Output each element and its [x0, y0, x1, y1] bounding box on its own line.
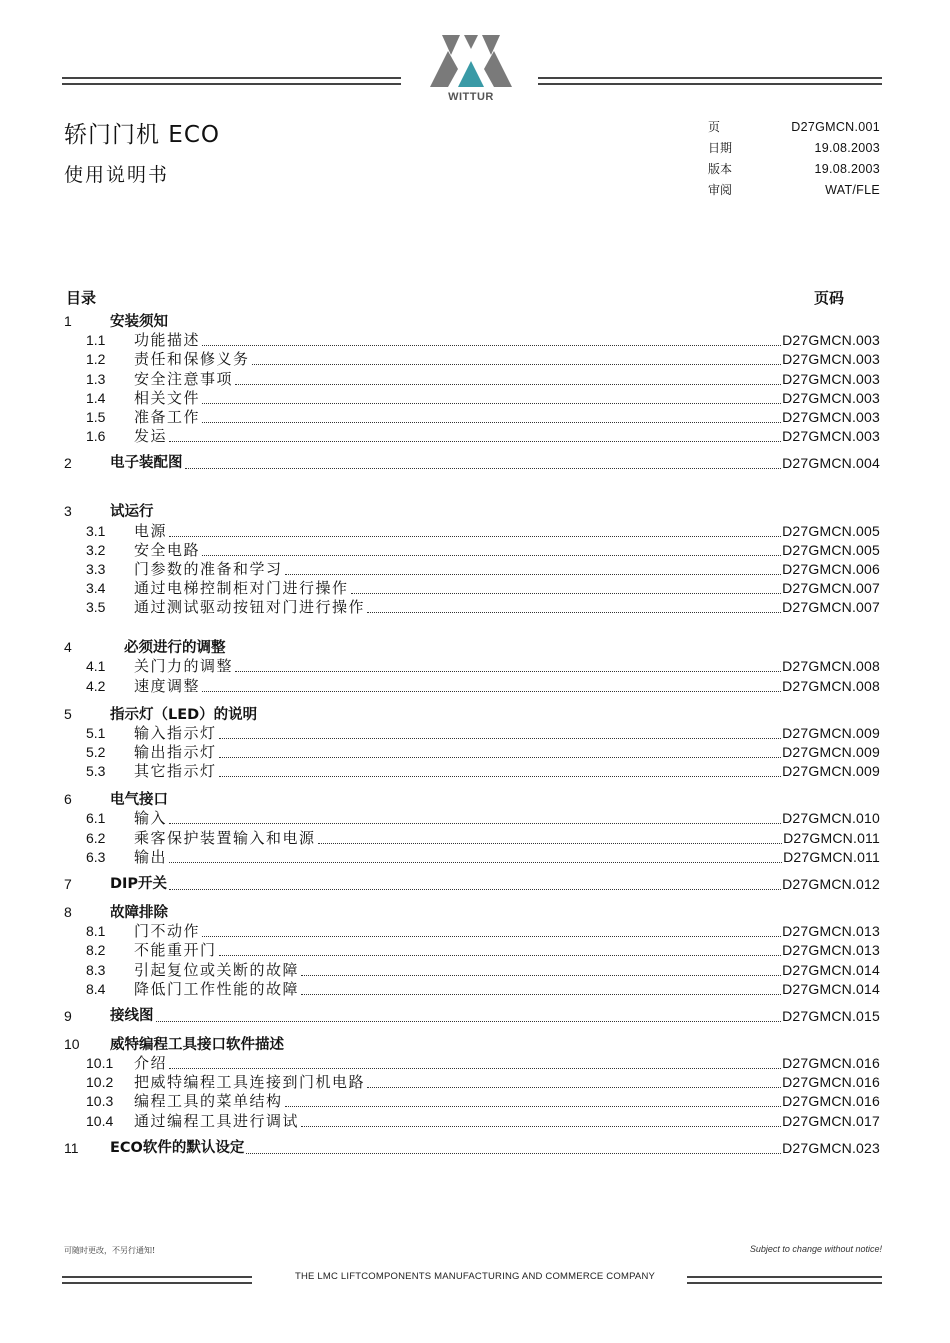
- toc-entry-major[interactable]: [64, 1139, 880, 1158]
- meta-value: 19.08.2003: [814, 162, 880, 176]
- entry-page: D27GMCN.011: [783, 829, 880, 846]
- entry-number: 10.3: [86, 1093, 114, 1110]
- section-number: 11: [64, 1139, 79, 1156]
- dot-leader: [367, 611, 781, 613]
- toc-entry[interactable]: [64, 743, 880, 762]
- dot-leader: [169, 535, 781, 537]
- entry-title: 介绍: [134, 1054, 168, 1073]
- entry-title: 门参数的准备和学习: [134, 559, 283, 578]
- entry-page: D27GMCN.006: [782, 560, 880, 577]
- dot-leader: [202, 935, 781, 937]
- meta-value: 19.08.2003: [814, 141, 880, 155]
- entry-title: 安全电路: [134, 540, 201, 559]
- meta-row-version: [708, 159, 880, 180]
- dot-leader: [202, 402, 781, 404]
- toc-entry-major[interactable]: [64, 1007, 880, 1026]
- entry-number: 3.4: [86, 580, 106, 597]
- section-number: 7: [64, 875, 72, 892]
- dot-leader: [219, 775, 782, 777]
- entry-page: D27GMCN.003: [782, 351, 880, 368]
- section-title: 威特编程工具接口软件描述: [110, 1036, 284, 1053]
- toc-section-heading[interactable]: [64, 902, 880, 922]
- footer-notice-en: Subject to change without notice!: [749, 1244, 882, 1254]
- toc-section: [64, 1034, 880, 1131]
- entry-page: D27GMCN.003: [782, 428, 880, 445]
- entry-title: 乘客保护装置输入和电源: [134, 828, 316, 847]
- section-title: 接线图: [110, 1007, 154, 1024]
- toc-entry[interactable]: [64, 1054, 880, 1073]
- meta-row-page: [708, 117, 880, 138]
- toc-entry[interactable]: [64, 762, 880, 781]
- entry-page: D27GMCN.007: [782, 580, 880, 597]
- entry-number: 5.3: [86, 763, 106, 780]
- entry-page: D27GMCN.005: [782, 522, 880, 539]
- toc-entry[interactable]: [64, 980, 880, 999]
- entry-title: 把威特编程工具连接到门机电路: [134, 1073, 366, 1092]
- dot-leader: [156, 1020, 782, 1022]
- entry-title: 责任和保修义务: [134, 350, 250, 369]
- dot-leader: [246, 1152, 781, 1154]
- entry-title: 通过电梯控制柜对门进行操作: [134, 579, 349, 598]
- logo-wordmark: WITTUR: [448, 91, 494, 103]
- toc-entry[interactable]: [64, 598, 880, 617]
- toc-entry[interactable]: [64, 521, 880, 540]
- entry-page: D27GMCN.010: [782, 810, 880, 827]
- entry-page: D27GMCN.003: [782, 389, 880, 406]
- entry-number: 6.1: [86, 810, 106, 827]
- section-title: 安装须知: [110, 314, 168, 330]
- toc-entry[interactable]: [64, 724, 880, 743]
- toc-entry[interactable]: [64, 657, 880, 676]
- entry-title: 功能描述: [134, 331, 201, 350]
- toc-entry[interactable]: [64, 331, 880, 350]
- entry-title: 输出: [134, 847, 168, 866]
- entry-title: 通过测试驱动按钮对门进行操作: [134, 598, 366, 617]
- toc-entry[interactable]: [64, 427, 880, 446]
- toc-entry[interactable]: [64, 828, 880, 847]
- section-title: 电子装配图: [110, 455, 183, 472]
- dot-leader: [367, 1086, 781, 1088]
- footer-company: THE LMC LIFTCOMPONENTS MANUFACTURING AND COMMERCE COMPANY: [294, 1271, 656, 1282]
- dot-leader: [285, 573, 782, 575]
- dot-leader: [252, 363, 782, 365]
- toc-section: [64, 902, 880, 999]
- dot-leader: [285, 1105, 782, 1107]
- entry-title: 准备工作: [134, 407, 201, 426]
- toc-entry[interactable]: [64, 560, 880, 579]
- entry-title: 降低门工作性能的故障: [134, 979, 300, 998]
- entry-page: D27GMCN.015: [782, 1007, 880, 1024]
- entry-number: 10.1: [86, 1055, 114, 1072]
- meta-label: 版本: [708, 162, 733, 176]
- toc-section: [64, 1007, 880, 1026]
- entry-page: D27GMCN.003: [782, 370, 880, 387]
- toc-section-heading[interactable]: [64, 311, 880, 331]
- entry-title: 不能重开门: [134, 941, 217, 960]
- entry-number: 8.4: [86, 980, 106, 997]
- toc-section: [64, 789, 880, 867]
- entry-title: 输入: [134, 809, 168, 828]
- entry-page: D27GMCN.009: [782, 724, 880, 741]
- entry-title: 电源: [134, 521, 168, 540]
- toc-section-heading[interactable]: [64, 637, 880, 657]
- toc-entry[interactable]: [64, 579, 880, 598]
- entry-title: 通过编程工具进行调试: [134, 1111, 300, 1130]
- toc-section-heading[interactable]: [64, 789, 880, 809]
- entry-number: 10.2: [86, 1074, 114, 1091]
- entry-page: D27GMCN.005: [782, 541, 880, 558]
- meta-label: 日期: [708, 141, 733, 155]
- entry-page: D27GMCN.016: [782, 1093, 880, 1110]
- entry-number: 6.2: [86, 829, 106, 846]
- meta-label: 审阅: [708, 183, 733, 197]
- entry-number: 3.1: [86, 522, 106, 539]
- document-title: 轿门门机 ECO: [64, 122, 221, 148]
- entry-number: 1.1: [86, 332, 106, 349]
- footer-notice-cn: 可随时更改，不另行通知!: [64, 1246, 156, 1255]
- entry-page: D27GMCN.012: [782, 875, 880, 892]
- toc-entry[interactable]: [64, 960, 880, 979]
- toc-section: [64, 637, 880, 695]
- dot-leader: [202, 690, 781, 692]
- section-number: 6: [64, 791, 72, 808]
- entry-title: 关门力的调整: [134, 657, 234, 676]
- entry-page: D27GMCN.016: [782, 1055, 880, 1072]
- section-number: 5: [64, 705, 72, 722]
- dot-leader: [169, 1067, 781, 1069]
- entry-title: 输出指示灯: [134, 743, 217, 761]
- toc-entry[interactable]: [64, 541, 880, 560]
- entry-title: 发运: [134, 427, 168, 446]
- dot-leader: [202, 344, 781, 346]
- document-subtitle: 使用说明书: [64, 164, 170, 186]
- dot-leader: [202, 421, 781, 423]
- entry-number: 4.1: [86, 658, 106, 675]
- entry-page: D27GMCN.004: [782, 455, 880, 472]
- entry-number: 3.5: [86, 599, 106, 616]
- dot-leader: [235, 383, 781, 385]
- toc-entry-major[interactable]: [64, 875, 880, 894]
- dot-leader: [185, 467, 782, 469]
- section-title: DIP开关: [110, 875, 168, 892]
- toc-entry[interactable]: [64, 941, 880, 960]
- entry-number: 5.1: [86, 724, 106, 741]
- toc-section-heading[interactable]: [64, 704, 880, 724]
- toc-section: [64, 1139, 880, 1158]
- section-number: 10: [64, 1035, 80, 1052]
- toc-entry[interactable]: [64, 1111, 880, 1130]
- dot-leader: [301, 993, 781, 995]
- toc-section: [64, 311, 880, 446]
- entry-number: 10.4: [86, 1112, 114, 1129]
- entry-page: D27GMCN.013: [782, 942, 880, 959]
- entry-title: 安全注意事项: [134, 369, 234, 388]
- document-meta: [708, 117, 880, 201]
- entry-number: 1.6: [86, 428, 106, 445]
- entry-number: 1.5: [86, 408, 106, 425]
- toc-section: [64, 875, 880, 894]
- entry-page: D27GMCN.016: [782, 1074, 880, 1091]
- section-number: 3: [64, 503, 72, 520]
- dot-leader: [351, 592, 782, 594]
- section-title: 指示灯（LED）的说明: [110, 706, 258, 723]
- entry-page: D27GMCN.009: [782, 763, 880, 780]
- section-number: 4: [64, 639, 72, 656]
- section-title: 电气接口: [110, 792, 168, 809]
- toc-section: [64, 704, 880, 782]
- section-number: 1: [64, 313, 72, 329]
- meta-row-date: [708, 138, 880, 159]
- toc-entry[interactable]: [64, 350, 880, 369]
- entry-number: 8.1: [86, 923, 106, 940]
- dot-leader: [169, 440, 781, 442]
- entry-number: 5.2: [86, 744, 106, 760]
- entry-page: D27GMCN.017: [782, 1112, 880, 1129]
- meta-value: D27GMCN.001: [791, 120, 880, 134]
- entry-number: 8.2: [86, 942, 106, 959]
- dot-leader: [202, 554, 781, 556]
- toc-section-heading[interactable]: [64, 1034, 880, 1054]
- dot-leader: [219, 954, 782, 956]
- entry-page: D27GMCN.008: [782, 677, 880, 694]
- entry-page: D27GMCN.008: [782, 658, 880, 675]
- entry-title: 其它指示灯: [134, 762, 217, 781]
- toc-section: [64, 501, 880, 617]
- entry-page: D27GMCN.009: [782, 744, 880, 760]
- toc-entry[interactable]: [64, 922, 880, 941]
- section-title: 故障排除: [110, 904, 168, 921]
- toc-entry-major[interactable]: [64, 454, 880, 473]
- section-number: 8: [64, 903, 72, 920]
- section-number: 9: [64, 1007, 72, 1024]
- toc-page-heading: 页码: [814, 290, 845, 307]
- header-rule-right: [538, 77, 882, 85]
- toc-heading: 目录: [66, 290, 97, 307]
- entry-title: 速度调整: [134, 676, 201, 695]
- meta-row-review: [708, 180, 880, 201]
- entry-number: 3.2: [86, 541, 106, 558]
- meta-value: WAT/FLE: [825, 183, 880, 197]
- entry-page: D27GMCN.014: [782, 961, 880, 978]
- entry-page: D27GMCN.003: [782, 408, 880, 425]
- section-title: 必须进行的调整: [124, 640, 226, 657]
- entry-title: 输入指示灯: [134, 723, 217, 742]
- toc-section: [64, 454, 880, 473]
- entry-title: 相关文件: [134, 388, 201, 407]
- dot-leader: [169, 861, 782, 863]
- dot-leader: [318, 842, 783, 844]
- toc-entry[interactable]: [64, 1092, 880, 1111]
- dot-leader: [219, 756, 782, 758]
- entry-number: 1.3: [86, 370, 106, 387]
- toc-entry[interactable]: [64, 809, 880, 828]
- entry-number: 1.2: [86, 351, 106, 368]
- dot-leader: [219, 737, 782, 739]
- meta-label: 页: [708, 120, 721, 134]
- header-rule-left: [62, 77, 401, 85]
- entry-page: D27GMCN.011: [783, 848, 880, 865]
- entry-page: D27GMCN.007: [782, 599, 880, 616]
- toc-entry[interactable]: [64, 389, 880, 408]
- entry-number: 6.3: [86, 848, 106, 865]
- entry-title: 引起复位或关断的故障: [134, 960, 300, 979]
- entry-number: 1.4: [86, 389, 106, 406]
- dot-leader: [235, 670, 781, 672]
- toc-entry[interactable]: [64, 369, 880, 388]
- toc-section-heading[interactable]: [64, 501, 880, 521]
- entry-number: 8.3: [86, 961, 106, 978]
- toc-entry[interactable]: [64, 1073, 880, 1092]
- section-title: ECO软件的默认设定: [110, 1139, 245, 1156]
- toc-entry[interactable]: [64, 408, 880, 427]
- entry-page: D27GMCN.003: [782, 332, 880, 349]
- table-of-contents: [64, 311, 880, 1160]
- dot-leader: [301, 974, 781, 976]
- dot-leader: [301, 1125, 781, 1127]
- entry-title: 编程工具的菜单结构: [134, 1092, 283, 1111]
- entry-title: 门不动作: [134, 922, 201, 941]
- entry-number: 4.2: [86, 677, 106, 694]
- dot-leader: [169, 822, 781, 824]
- entry-number: 3.3: [86, 560, 106, 577]
- toc-entry[interactable]: [64, 848, 880, 867]
- dot-leader: [169, 888, 781, 890]
- entry-page: D27GMCN.023: [782, 1139, 880, 1156]
- toc-entry[interactable]: [64, 676, 880, 695]
- section-number: 2: [64, 455, 72, 472]
- entry-page: D27GMCN.014: [782, 980, 880, 997]
- section-title: 试运行: [110, 504, 154, 521]
- entry-page: D27GMCN.013: [782, 923, 880, 940]
